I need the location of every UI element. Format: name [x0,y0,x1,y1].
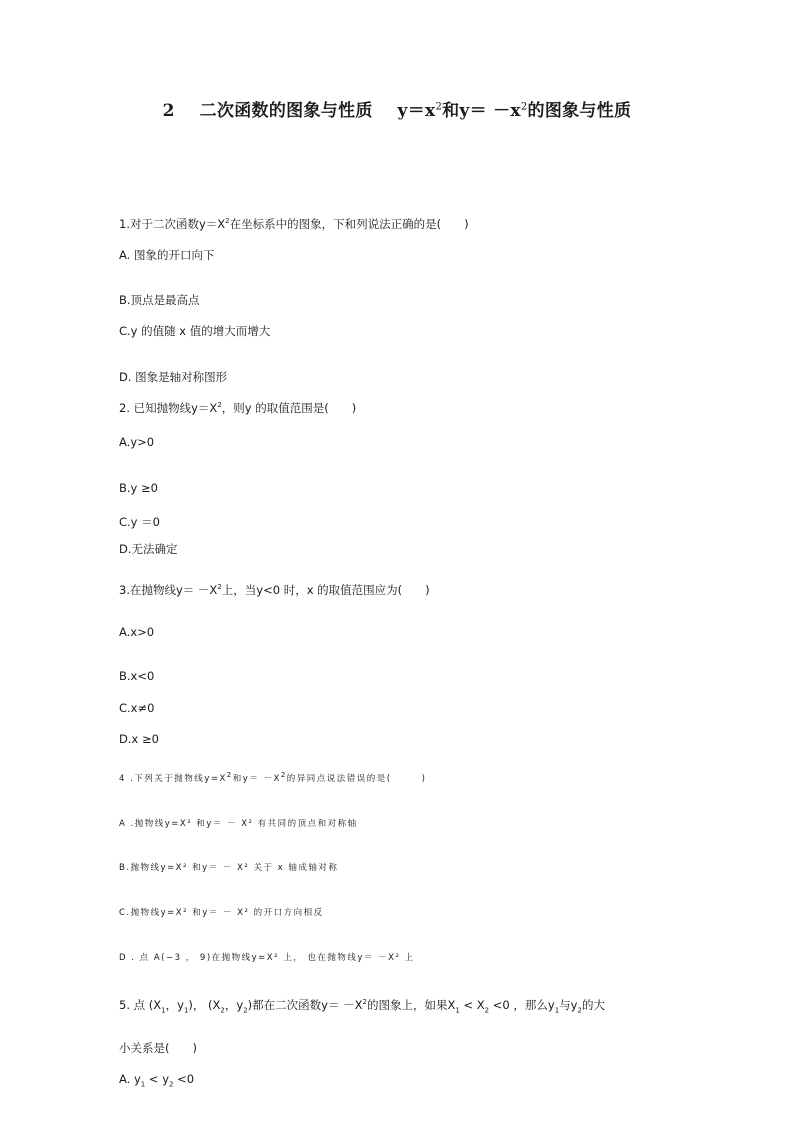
q5-subscript: 2 [484,1006,490,1015]
q5-text-a: 5. 点 (X [119,998,162,1012]
q4-option-c: C.抛物线y=X² 和y＝ － X² 的开口方向相反 [119,908,324,918]
q5-subscript: 1 [183,1006,189,1015]
q5-subscript: 2 [243,1006,248,1015]
title-number: 2 [162,101,175,121]
q3-stem-exponent: 2 [217,583,222,592]
q4-stem-exponent: 2 [226,771,233,779]
title-exponent-2: 2 [520,101,528,113]
q2-option-d: D.无法确定 [119,542,178,556]
q4-option-a: A .抛物线y=X² 和y＝ － X² 有共同的顶点和对称轴 [119,819,358,829]
q3-stem-text: 3.在抛物线y＝ －X [119,583,218,597]
q1-stem-text-2: 在坐标系中的图象，下和列说法正确的是( ) [229,217,469,231]
q5-text-i: 与y [559,998,578,1012]
title-main: 二次函数的图象与性质 [199,101,373,121]
q2-option-c: C.y ＝0 [119,515,160,529]
q1-option-d: D. 图象是轴对称图形 [119,370,228,384]
q5-text-h: <0 ，那么y [489,998,555,1012]
q5-text-g: < X [459,998,485,1012]
title-exponent-1: 2 [435,101,443,113]
q2-stem [119,400,356,416]
q5-subscript: 1 [455,1006,460,1015]
q5-option-a-text-3: <0 [173,1072,195,1086]
q1-stem [119,216,469,232]
q5-option-a-subscript-2: 2 [169,1080,174,1089]
q4-stem-text-2: 和y＝ －X [232,773,281,784]
title-tail: 的图象与性质 [527,101,632,121]
q5-text-b: ，y [165,998,184,1012]
q5-text-f: 的图象上，如果X [366,998,456,1012]
q1-stem-text: 1.对于二次函数y＝X [119,217,226,231]
q5-exponent: 2 [362,998,367,1007]
q3-stem-text-2: 上，当y<0 时，x 的取值范围应为( ) [221,583,430,597]
q2-stem-text-2: ，则y 的取值范围是( ) [221,401,357,415]
q5-text-d: ，y [224,998,244,1012]
q5-text-c: )， (X [188,998,221,1012]
q3-option-b: B.x<0 [119,669,155,683]
q1-option-a: A. 图象的开口向下 [119,248,215,262]
q3-option-d: D.x ≥0 [119,732,159,746]
q5-option-a-subscript: 1 [140,1080,146,1089]
q5-stem-line-2: 小关系是( ) [119,1041,197,1055]
q5-option-a-text-2: < y [145,1072,170,1086]
q5-text-j: 的大 [581,998,605,1012]
q4-stem-exponent-2: 2 [280,771,287,779]
q2-option-a: A.y>0 [119,435,155,449]
q5-option-a-text: A. y [119,1072,141,1086]
q5-option-a [119,1072,194,1088]
q5-subscript: 2 [220,1006,225,1015]
q1-stem-exponent: 2 [225,217,230,226]
q4-option-d: D . 点 A(−3 ， 9)在抛物线y=X² 上， 也在抛物线y＝ －X² 上 [119,953,415,963]
q3-option-c: C.x≠0 [119,701,155,715]
page-title [0,96,794,121]
q5-stem [119,997,605,1014]
q5-subscript: 1 [161,1006,166,1015]
q3-stem [119,582,430,598]
q4-stem-text: 4 .下列关于抛物线y=X [119,773,227,784]
title-formula-2: 和y＝ －x [442,101,521,121]
q5-subscript: 1 [554,1006,560,1015]
q5-text-e: )都在二次函数y＝ －X [247,998,363,1012]
title-formula-1: y＝x [397,101,436,121]
q4-stem [119,771,426,784]
q2-option-b: B.y ≥0 [119,481,158,495]
q2-stem-text: 2. 已知抛物线y＝X [119,401,218,415]
q4-option-b: B.抛物线y=X² 和y＝ － X² 关于 x 轴成轴对称 [119,863,339,873]
q3-option-a: A.x>0 [119,625,155,639]
q4-stem-text-3: 的异同点说法错误的是( ) [286,773,427,784]
q2-stem-exponent: 2 [217,401,222,410]
q5-subscript: 2 [577,1006,582,1015]
q1-option-b: B.顶点是最高点 [119,293,200,307]
q1-option-c: C.y 的值随 x 值的增大而增大 [119,324,271,338]
